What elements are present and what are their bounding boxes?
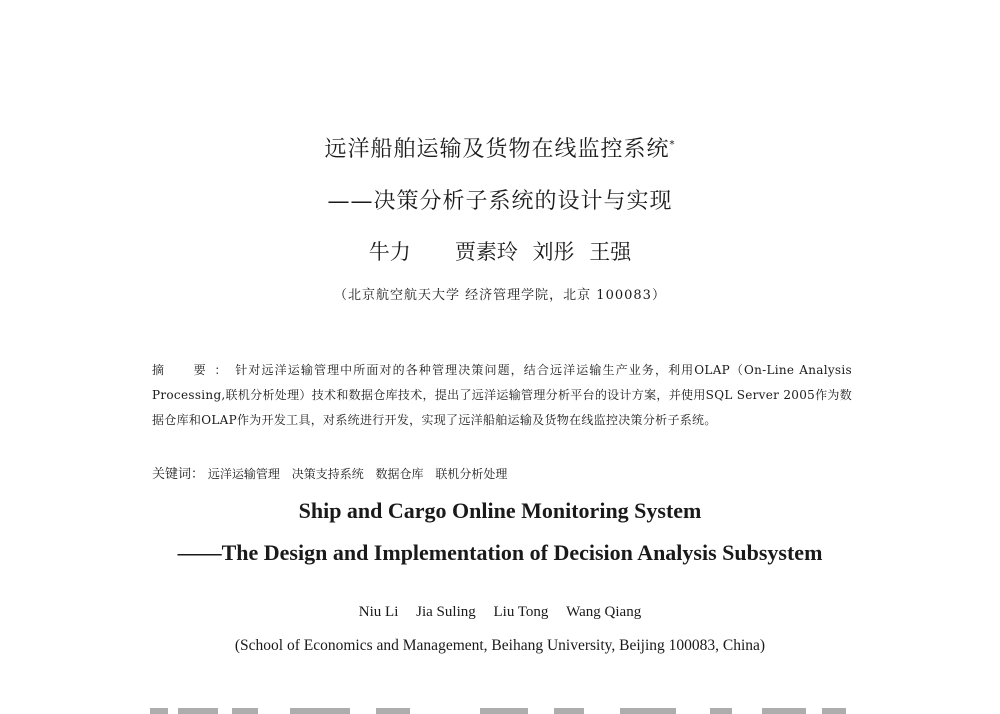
footnote-mark: * [669,139,676,151]
chinese-author: 牛力 [368,240,411,264]
chinese-title [0,132,1000,163]
keyword: 联机分析处理 [435,467,508,481]
keyword: 远洋运输管理 [207,467,280,481]
english-author: Wang Qiang [566,604,642,620]
english-author: Niu Li [358,604,399,620]
keywords-label: 关键词： [152,467,205,482]
english-affiliation: (School of Economics and Management, Beihang University, Beijing 100083, China) [234,637,766,654]
english-author: Liu Tong [493,604,549,620]
chinese-affiliation: （北京航空航天大学 经济管理学院，北京 100083） [334,288,666,303]
english-author: Jia Suling [416,604,476,620]
chinese-subtitle: ——决策分析子系统的设计与实现 [327,189,673,214]
chinese-author: 刘彤 [532,240,575,264]
chinese-author: 王强 [589,240,632,264]
english-subtitle: ——The Design and Implementation of Decision Analysis Subsystem [177,540,823,565]
chinese-author: 贾素玲 [454,240,518,264]
chinese-abstract [152,358,852,433]
keyword: 决策支持系统 [291,467,364,481]
keyword: 数据仓库 [375,467,424,481]
chinese-title-text: 远洋船舶运输及货物在线监控系统 [324,137,670,162]
chinese-keywords [152,462,852,487]
english-title: Ship and Cargo Online Monitoring System [298,498,702,523]
abstract-label: 摘 要： [152,363,236,377]
english-authors [0,604,1000,621]
abstract-text: 针对远洋运输管理中所面对的各种管理决策问题，结合远洋运输生产业务，利用OLAP（On-Line Analysis Processing,联机分析处理）技术和数据仓库技术，提出了远洋运输管理分析平台的设计方案，并使用SQL Server 2005作为数据仓库和OLAP作为开发工具，对系统进行开发，实现了远洋船舶运输及货物在线监控决策分析子系统。 [152,363,852,427]
chinese-authors [0,236,1000,266]
cut-off-text-line [150,706,850,714]
